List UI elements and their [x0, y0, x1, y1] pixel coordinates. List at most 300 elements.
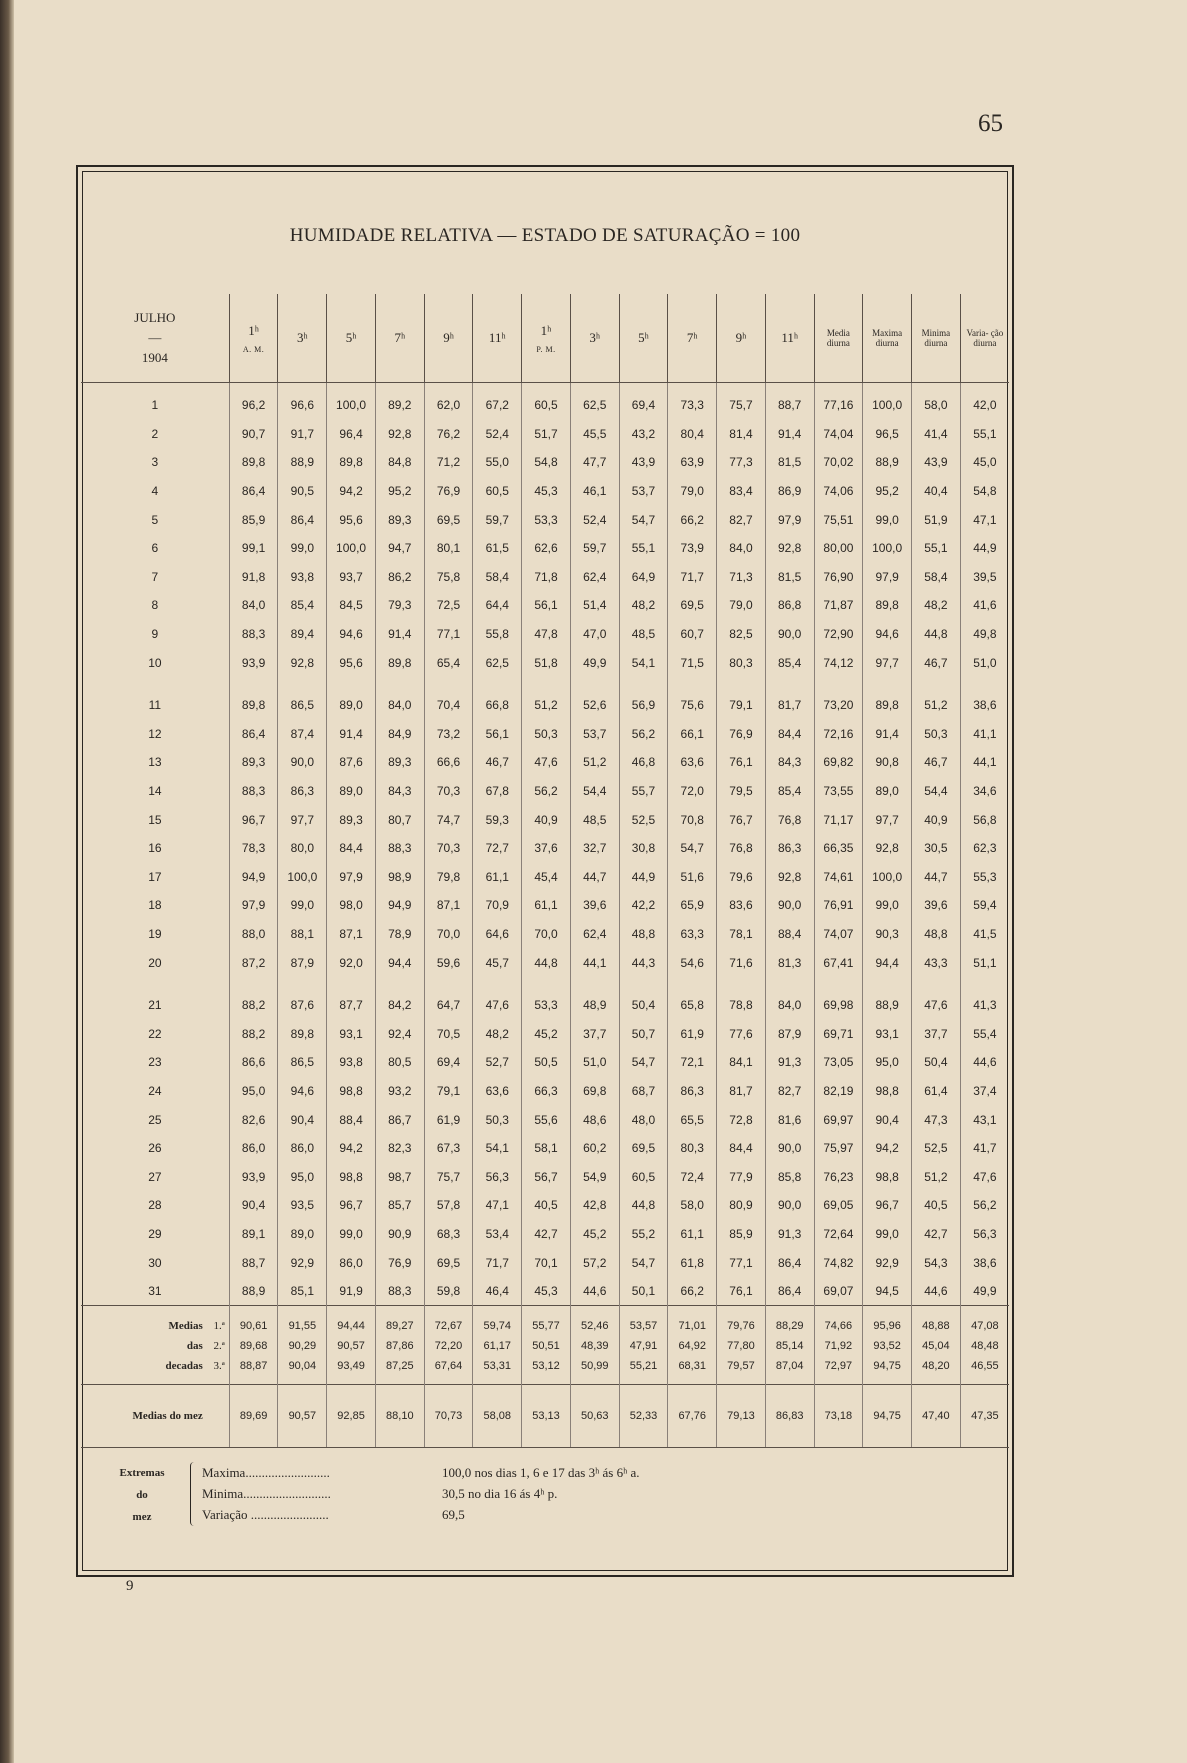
value-cell: 86,2	[375, 563, 424, 592]
decade-value-cell: 46,55	[960, 1356, 1009, 1385]
header-hour: 9ʰ	[717, 294, 766, 383]
value-cell: 84,2	[375, 977, 424, 1020]
month-mean-cell: 79,13	[717, 1385, 766, 1448]
decade-value-cell: 59,74	[473, 1306, 522, 1337]
header-year: 1904	[141, 350, 168, 365]
value-cell: 82,5	[717, 620, 766, 649]
value-cell: 44,1	[960, 748, 1009, 777]
value-cell: 95,2	[863, 477, 912, 506]
value-cell: 70,0	[424, 920, 473, 949]
value-cell: 45,5	[570, 420, 619, 449]
value-cell: 86,5	[278, 677, 327, 720]
value-cell: 39,6	[912, 891, 961, 920]
value-cell: 84,5	[327, 591, 376, 620]
table-row	[81, 383, 1009, 420]
value-cell: 55,7	[619, 777, 668, 806]
day-cell: 14	[148, 784, 162, 799]
value-cell: 66,2	[668, 1277, 717, 1306]
day-cell: 29	[148, 1226, 162, 1241]
table-row	[81, 448, 1009, 477]
header-pm: P. M.	[536, 344, 556, 354]
value-cell: 46,7	[912, 748, 961, 777]
month-row	[81, 1385, 1009, 1448]
table-row	[81, 748, 1009, 777]
value-cell: 86,4	[278, 505, 327, 534]
decade-value-cell: 91,55	[278, 1306, 327, 1337]
value-cell: 77,6	[717, 1019, 766, 1048]
value-cell: 62,4	[570, 920, 619, 949]
table-title: HUMIDADE RELATIVA — ESTADO DE SATURAÇÃO = 100	[289, 225, 801, 246]
decade-value-cell: 90,61	[229, 1306, 278, 1337]
value-cell: 69,5	[424, 1248, 473, 1277]
decade-value-cell: 47,91	[619, 1336, 668, 1356]
decade-value-cell: 47,08	[960, 1306, 1009, 1337]
value-cell: 85,9	[229, 505, 278, 534]
value-cell: 94,6	[278, 1077, 327, 1106]
extreme-variacao	[202, 1504, 1002, 1526]
value-cell: 86,4	[229, 720, 278, 749]
value-cell: 51,2	[912, 1162, 961, 1191]
value-cell: 61,5	[473, 534, 522, 563]
decade-value-cell: 94,44	[327, 1306, 376, 1337]
value-cell: 70,4	[424, 677, 473, 720]
value-cell: 89,3	[375, 505, 424, 534]
value-cell: 86,7	[375, 1105, 424, 1134]
value-cell: 75,7	[424, 1162, 473, 1191]
value-cell: 72,90	[814, 620, 863, 649]
header-maxima-diurna: Maxima diurna	[863, 294, 912, 383]
value-cell: 43,3	[912, 948, 961, 977]
value-cell: 88,9	[278, 448, 327, 477]
day-cell: 10	[148, 655, 162, 670]
value-cell: 88,3	[229, 777, 278, 806]
value-cell: 40,5	[912, 1191, 961, 1220]
value-cell: 53,4	[473, 1220, 522, 1249]
value-cell: 71,6	[717, 948, 766, 977]
extreme-minima-label: Minima...........................	[202, 1486, 331, 1501]
value-cell: 47,6	[473, 977, 522, 1020]
value-cell: 89,3	[229, 748, 278, 777]
value-cell: 94,6	[327, 620, 376, 649]
value-cell: 69,5	[668, 591, 717, 620]
header-variacao-diurna: Varia- ção diurna	[960, 294, 1009, 383]
value-cell: 60,5	[522, 383, 571, 420]
value-cell: 86,6	[229, 1048, 278, 1077]
value-cell: 30,8	[619, 834, 668, 863]
value-cell: 88,0	[229, 920, 278, 949]
decade-label-text: decadas	[165, 1360, 203, 1373]
table-row	[81, 1019, 1009, 1048]
value-cell: 49,9	[960, 1277, 1009, 1306]
table-row	[81, 1248, 1009, 1277]
value-cell: 72,64	[814, 1220, 863, 1249]
value-cell: 71,2	[424, 448, 473, 477]
value-cell: 49,9	[570, 648, 619, 677]
day-cell: 11	[148, 698, 162, 713]
month-mean-cell: 47,40	[912, 1385, 961, 1448]
value-cell: 80,00	[814, 534, 863, 563]
value-cell: 92,0	[327, 948, 376, 977]
value-cell: 58,4	[473, 563, 522, 592]
value-cell: 84,4	[327, 834, 376, 863]
value-cell: 87,1	[327, 920, 376, 949]
value-cell: 95,6	[327, 505, 376, 534]
value-cell: 44,1	[570, 948, 619, 977]
decade-value-cell: 90,29	[278, 1336, 327, 1356]
value-cell: 65,4	[424, 648, 473, 677]
decade-value-cell: 95,96	[863, 1306, 912, 1337]
header-am: A. M.	[242, 344, 265, 354]
value-cell: 55,3	[960, 863, 1009, 892]
value-cell: 91,3	[765, 1048, 814, 1077]
value-cell: 90,0	[765, 620, 814, 649]
decade-ordinal: 2.ª	[213, 1340, 225, 1353]
value-cell: 90,0	[765, 1191, 814, 1220]
value-cell: 55,1	[619, 534, 668, 563]
value-cell: 94,2	[327, 1134, 376, 1163]
value-cell: 38,6	[960, 1248, 1009, 1277]
value-cell: 97,9	[229, 891, 278, 920]
extreme-minima-value: 30,5 no dia 16 ás 4ʰ p.	[442, 1486, 558, 1501]
value-cell: 70,0	[522, 920, 571, 949]
value-cell: 87,9	[765, 1019, 814, 1048]
value-cell: 66,2	[668, 505, 717, 534]
value-cell: 41,7	[960, 1134, 1009, 1163]
value-cell: 89,3	[327, 805, 376, 834]
value-cell: 97,7	[863, 648, 912, 677]
value-cell: 74,7	[424, 805, 473, 834]
value-cell: 81,7	[717, 1077, 766, 1106]
value-cell: 86,4	[229, 477, 278, 506]
value-cell: 77,9	[717, 1162, 766, 1191]
day-cell: 8	[151, 598, 159, 613]
value-cell: 46,7	[912, 648, 961, 677]
value-cell: 48,8	[912, 920, 961, 949]
value-cell: 45,2	[570, 1220, 619, 1249]
day-cell: 28	[148, 1198, 162, 1213]
value-cell: 64,9	[619, 563, 668, 592]
value-cell: 74,07	[814, 920, 863, 949]
value-cell: 45,4	[522, 863, 571, 892]
value-cell: 82,3	[375, 1134, 424, 1163]
extreme-minima	[202, 1483, 1002, 1505]
value-cell: 69,98	[814, 977, 863, 1020]
month-mean-cell: 89,69	[229, 1385, 278, 1448]
value-cell: 89,2	[375, 383, 424, 420]
value-cell: 71,7	[473, 1248, 522, 1277]
value-cell: 69,05	[814, 1191, 863, 1220]
value-cell: 71,8	[522, 563, 571, 592]
value-cell: 53,7	[619, 477, 668, 506]
value-cell: 91,7	[278, 420, 327, 449]
value-cell: 100,0	[863, 383, 912, 420]
header-month-year	[81, 294, 229, 383]
value-cell: 42,0	[960, 383, 1009, 420]
header-month: JULHO	[134, 310, 176, 325]
value-cell: 39,5	[960, 563, 1009, 592]
value-cell: 54,9	[570, 1162, 619, 1191]
value-cell: 44,6	[960, 1048, 1009, 1077]
value-cell: 94,9	[229, 863, 278, 892]
day-cell: 5	[151, 512, 159, 527]
value-cell: 75,51	[814, 505, 863, 534]
value-cell: 92,8	[375, 420, 424, 449]
value-cell: 89,8	[375, 648, 424, 677]
table-row	[81, 1105, 1009, 1134]
value-cell: 59,6	[424, 948, 473, 977]
value-cell: 87,4	[278, 720, 327, 749]
value-cell: 88,3	[375, 1277, 424, 1306]
value-cell: 71,87	[814, 591, 863, 620]
value-cell: 78,8	[717, 977, 766, 1020]
value-cell: 80,3	[717, 648, 766, 677]
value-cell: 76,1	[717, 1277, 766, 1306]
value-cell: 54,8	[960, 477, 1009, 506]
value-cell: 89,0	[863, 777, 912, 806]
value-cell: 93,5	[278, 1191, 327, 1220]
value-cell: 91,9	[327, 1277, 376, 1306]
value-cell: 77,16	[814, 383, 863, 420]
value-cell: 85,1	[278, 1277, 327, 1306]
value-cell: 50,5	[522, 1048, 571, 1077]
value-cell: 93,1	[863, 1019, 912, 1048]
decade-value-cell: 50,99	[570, 1356, 619, 1385]
value-cell: 72,7	[473, 834, 522, 863]
decade-value-cell: 93,52	[863, 1336, 912, 1356]
header-hour: 5ʰ	[327, 294, 376, 383]
value-cell: 51,8	[522, 648, 571, 677]
value-cell: 89,8	[327, 448, 376, 477]
value-cell: 82,7	[765, 1077, 814, 1106]
header-row	[81, 294, 1009, 383]
value-cell: 71,5	[668, 648, 717, 677]
month-mean-cell: 73,18	[814, 1385, 863, 1448]
humidity-table	[81, 294, 1009, 1448]
value-cell: 48,2	[619, 591, 668, 620]
decade-ordinal: 3.ª	[213, 1360, 225, 1373]
table-row	[81, 620, 1009, 649]
value-cell: 52,7	[473, 1048, 522, 1077]
value-cell: 51,1	[960, 948, 1009, 977]
daily-rows	[81, 383, 1009, 1306]
value-cell: 90,3	[863, 920, 912, 949]
extreme-variacao-label: Variação ........................	[202, 1507, 329, 1522]
value-cell: 88,4	[327, 1105, 376, 1134]
value-cell: 87,1	[424, 891, 473, 920]
day-cell: 16	[148, 841, 162, 856]
value-cell: 34,6	[960, 777, 1009, 806]
value-cell: 89,8	[229, 448, 278, 477]
value-cell: 70,1	[522, 1248, 571, 1277]
value-cell: 98,8	[327, 1162, 376, 1191]
decade-value-cell: 79,76	[717, 1306, 766, 1337]
value-cell: 59,4	[960, 891, 1009, 920]
value-cell: 56,9	[619, 677, 668, 720]
value-cell: 88,9	[229, 1277, 278, 1306]
extreme-variacao-value: 69,5	[442, 1507, 465, 1522]
month-means-label: Medias do mez	[81, 1385, 229, 1448]
value-cell: 78,3	[229, 834, 278, 863]
extremes-brace	[190, 1462, 197, 1526]
table-row	[81, 1220, 1009, 1249]
value-cell: 69,5	[619, 1134, 668, 1163]
value-cell: 84,3	[765, 748, 814, 777]
value-cell: 75,97	[814, 1134, 863, 1163]
value-cell: 89,8	[229, 677, 278, 720]
value-cell: 69,4	[619, 383, 668, 420]
month-mean-cell: 86,83	[765, 1385, 814, 1448]
value-cell: 94,9	[375, 891, 424, 920]
decade-value-cell: 85,14	[765, 1336, 814, 1356]
value-cell: 47,6	[522, 748, 571, 777]
value-cell: 58,4	[912, 563, 961, 592]
value-cell: 97,7	[278, 805, 327, 834]
value-cell: 85,4	[765, 777, 814, 806]
value-cell: 61,9	[424, 1105, 473, 1134]
month-mean-cell: 94,75	[863, 1385, 912, 1448]
value-cell: 46,4	[473, 1277, 522, 1306]
value-cell: 87,6	[327, 748, 376, 777]
extreme-maxima-value: 100,0 nos dias 1, 6 e 17 das 3ʰ ás 6ʰ a.	[442, 1465, 640, 1480]
value-cell: 84,3	[375, 777, 424, 806]
value-cell: 76,9	[375, 1248, 424, 1277]
value-cell: 82,6	[229, 1105, 278, 1134]
value-cell: 92,8	[765, 863, 814, 892]
value-cell: 96,4	[327, 420, 376, 449]
value-cell: 93,8	[327, 1048, 376, 1077]
table-row	[81, 563, 1009, 592]
value-cell: 81,6	[765, 1105, 814, 1134]
value-cell: 42,7	[522, 1220, 571, 1249]
value-cell: 97,7	[863, 805, 912, 834]
value-cell: 76,1	[717, 748, 766, 777]
day-cell: 9	[151, 627, 159, 642]
header-hour: 1ʰ P. M.	[522, 294, 571, 383]
value-cell: 81,5	[765, 448, 814, 477]
value-cell: 46,8	[619, 748, 668, 777]
table-row	[81, 1048, 1009, 1077]
book-binding	[0, 0, 14, 1763]
value-cell: 68,3	[424, 1220, 473, 1249]
value-cell: 61,9	[668, 1019, 717, 1048]
decade-value-cell: 48,20	[912, 1356, 961, 1385]
value-cell: 56,2	[960, 1191, 1009, 1220]
value-cell: 72,4	[668, 1162, 717, 1191]
value-cell: 84,4	[765, 720, 814, 749]
value-cell: 56,8	[960, 805, 1009, 834]
value-cell: 96,5	[863, 420, 912, 449]
value-cell: 39,6	[570, 891, 619, 920]
value-cell: 38,6	[960, 677, 1009, 720]
sheet-number: 9	[126, 1578, 134, 1594]
value-cell: 51,2	[570, 748, 619, 777]
decade-value-cell: 45,04	[912, 1336, 961, 1356]
decade-value-cell: 88,87	[229, 1356, 278, 1385]
table-row	[81, 720, 1009, 749]
value-cell: 70,02	[814, 448, 863, 477]
value-cell: 94,4	[863, 948, 912, 977]
value-cell: 50,4	[912, 1048, 961, 1077]
decade-value-cell: 74,66	[814, 1306, 863, 1337]
decade-row	[81, 1336, 1009, 1356]
value-cell: 63,9	[668, 448, 717, 477]
value-cell: 62,5	[473, 648, 522, 677]
value-cell: 52,5	[619, 805, 668, 834]
value-cell: 85,8	[765, 1162, 814, 1191]
value-cell: 47,7	[570, 448, 619, 477]
value-cell: 83,6	[717, 891, 766, 920]
value-cell: 42,2	[619, 891, 668, 920]
value-cell: 65,5	[668, 1105, 717, 1134]
value-cell: 40,9	[522, 805, 571, 834]
value-cell: 66,8	[473, 677, 522, 720]
value-cell: 45,0	[960, 448, 1009, 477]
value-cell: 43,9	[619, 448, 668, 477]
value-cell: 80,1	[424, 534, 473, 563]
value-cell: 75,8	[424, 563, 473, 592]
value-cell: 95,6	[327, 648, 376, 677]
header-hour: 7ʰ	[375, 294, 424, 383]
value-cell: 50,1	[619, 1277, 668, 1306]
value-cell: 74,06	[814, 477, 863, 506]
value-cell: 55,4	[960, 1019, 1009, 1048]
value-cell: 76,90	[814, 563, 863, 592]
decade-value-cell: 77,80	[717, 1336, 766, 1356]
value-cell: 91,8	[229, 563, 278, 592]
value-cell: 44,7	[570, 863, 619, 892]
header-hour: 11ʰ	[765, 294, 814, 383]
value-cell: 66,6	[424, 748, 473, 777]
value-cell: 44,8	[912, 620, 961, 649]
value-cell: 99,0	[278, 534, 327, 563]
decade-ordinal: 1.ª	[213, 1320, 225, 1333]
value-cell: 93,1	[327, 1019, 376, 1048]
value-cell: 89,8	[863, 591, 912, 620]
value-cell: 86,0	[327, 1248, 376, 1277]
value-cell: 95,0	[863, 1048, 912, 1077]
decade-value-cell: 87,04	[765, 1356, 814, 1385]
value-cell: 37,6	[522, 834, 571, 863]
value-cell: 76,9	[717, 720, 766, 749]
value-cell: 44,9	[619, 863, 668, 892]
value-cell: 85,9	[717, 1220, 766, 1249]
decade-value-cell: 72,20	[424, 1336, 473, 1356]
value-cell: 62,5	[570, 383, 619, 420]
value-cell: 51,7	[522, 420, 571, 449]
value-cell: 58,0	[668, 1191, 717, 1220]
value-cell: 89,0	[278, 1220, 327, 1249]
decade-value-cell: 71,01	[668, 1306, 717, 1337]
value-cell: 88,9	[863, 448, 912, 477]
value-cell: 76,8	[717, 834, 766, 863]
value-cell: 60,5	[473, 477, 522, 506]
value-cell: 88,7	[765, 383, 814, 420]
value-cell: 70,5	[424, 1019, 473, 1048]
value-cell: 79,1	[424, 1077, 473, 1106]
decade-label	[81, 1336, 229, 1356]
month-mean-cell: 90,57	[278, 1385, 327, 1448]
value-cell: 98,7	[375, 1162, 424, 1191]
month-means-row	[81, 1385, 1009, 1448]
value-cell: 73,2	[424, 720, 473, 749]
value-cell: 74,61	[814, 863, 863, 892]
day-cell: 2	[151, 426, 159, 441]
decade-value-cell: 72,97	[814, 1356, 863, 1385]
value-cell: 50,3	[473, 1105, 522, 1134]
value-cell: 57,2	[570, 1248, 619, 1277]
value-cell: 100,0	[327, 534, 376, 563]
extreme-maxima-label: Maxima..........................	[202, 1465, 330, 1480]
